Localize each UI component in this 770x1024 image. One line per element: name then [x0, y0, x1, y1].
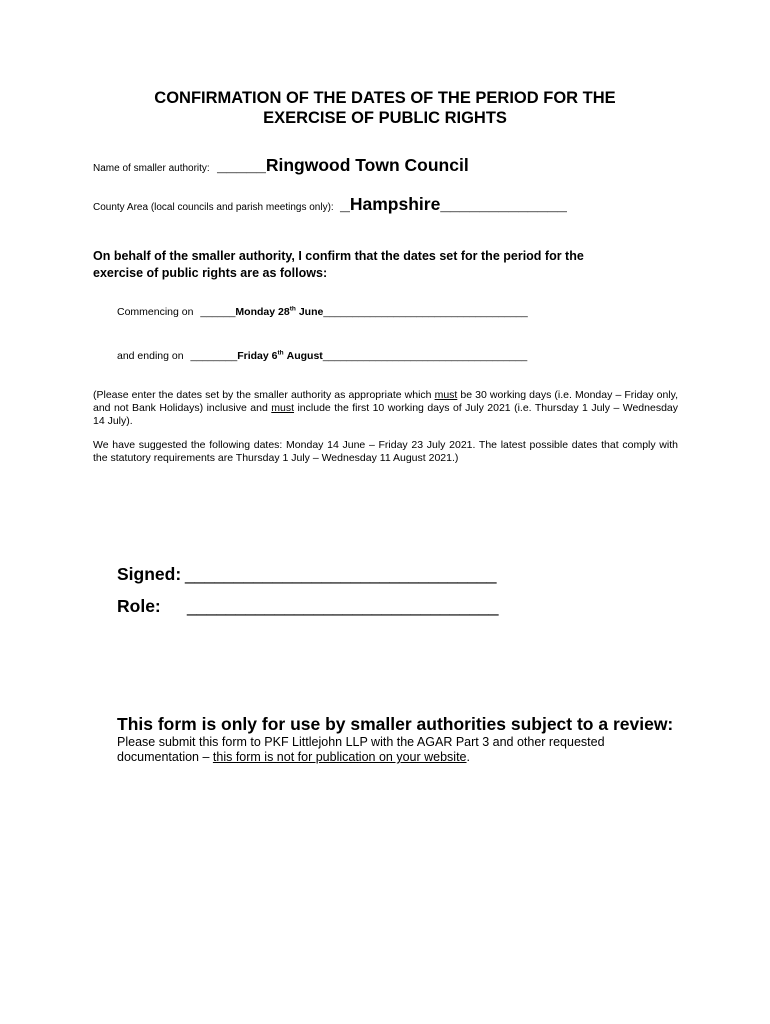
authority-name: Ringwood Town Council	[265, 155, 469, 175]
title-line-1: CONFIRMATION OF THE DATES OF THE PERIOD FOR THE	[154, 89, 616, 107]
suggested-dates: We have suggested the following dates: Monday 14 June – Friday 23 July 2021. The latest possible dates that comply with the statutory requirements are Thursday 1 July – Wednesday 11 August 2021.)	[93, 439, 678, 464]
signed-label: Signed:	[117, 564, 182, 584]
page-title	[0, 88, 770, 128]
signed-line[interactable]: ________________________________	[185, 564, 497, 584]
ending-ordinal: th	[277, 349, 284, 357]
commencing-label: Commencing on	[117, 306, 194, 318]
ending-blank-after: ___________________________________	[322, 350, 528, 362]
ending-label: and ending on	[117, 350, 184, 362]
dates-note	[93, 389, 678, 428]
county-blank-after: _____________	[440, 194, 567, 214]
confirmation-line-1: On behalf of the smaller authority, I confirm that the dates set for the period for the	[93, 249, 584, 263]
role-label: Role:	[117, 596, 161, 616]
ending-day: Friday 6	[237, 350, 278, 362]
confirmation-statement	[93, 248, 584, 282]
commencing-row	[117, 306, 528, 318]
notice-text-1: Please submit this form to PKF Littlejohn LLP with the AGAR Part 3 and other requested documentation –	[117, 735, 605, 764]
confirmation-line-2: exercise of public rights are as follows:	[93, 266, 328, 280]
notice-block	[117, 714, 677, 765]
notice-publication-warning: this form is not for publication on your website	[212, 750, 467, 764]
county-label: County Area (local councils and parish meetings only):	[93, 202, 334, 213]
notice-text	[117, 735, 677, 765]
commencing-blank-before: ______	[200, 306, 236, 318]
note-must-2: must	[271, 402, 295, 414]
commencing-blank-after: ___________________________________	[323, 306, 528, 318]
notice-text-end: .	[466, 750, 470, 764]
signed-row	[117, 564, 497, 585]
note-text-1: (Please enter the dates set by the smaller authority as appropriate which	[93, 389, 435, 401]
note-must-1: must	[434, 389, 458, 401]
commencing-day: Monday 28	[235, 306, 290, 318]
note-text-3: include the first 10 working days of July 2021 (i.e. Thursday 1 July – Wednesday 14 July).	[93, 402, 678, 427]
role-line[interactable]: ________________________________	[187, 596, 499, 616]
commencing-ordinal: th	[289, 305, 296, 313]
ending-blank-before: ________	[190, 350, 238, 362]
role-row	[117, 596, 499, 617]
ending-month: August	[286, 350, 323, 362]
notice-heading: This form is only for use by smaller authorities subject to a review:	[117, 714, 674, 734]
ending-row	[117, 350, 527, 362]
authority-row	[93, 155, 469, 176]
county-name: Hampshire	[349, 194, 441, 214]
commencing-month: June	[298, 306, 324, 318]
title-line-2: EXERCISE OF PUBLIC RIGHTS	[263, 109, 507, 127]
county-row	[93, 194, 567, 215]
note-text-2: be 30 working days (i.e. Monday – Friday only, and not Bank Holidays) inclusive and	[93, 389, 679, 414]
authority-blank: _____	[217, 155, 266, 175]
authority-label: Name of smaller authority:	[93, 163, 210, 174]
county-blank-before: _	[340, 194, 350, 214]
